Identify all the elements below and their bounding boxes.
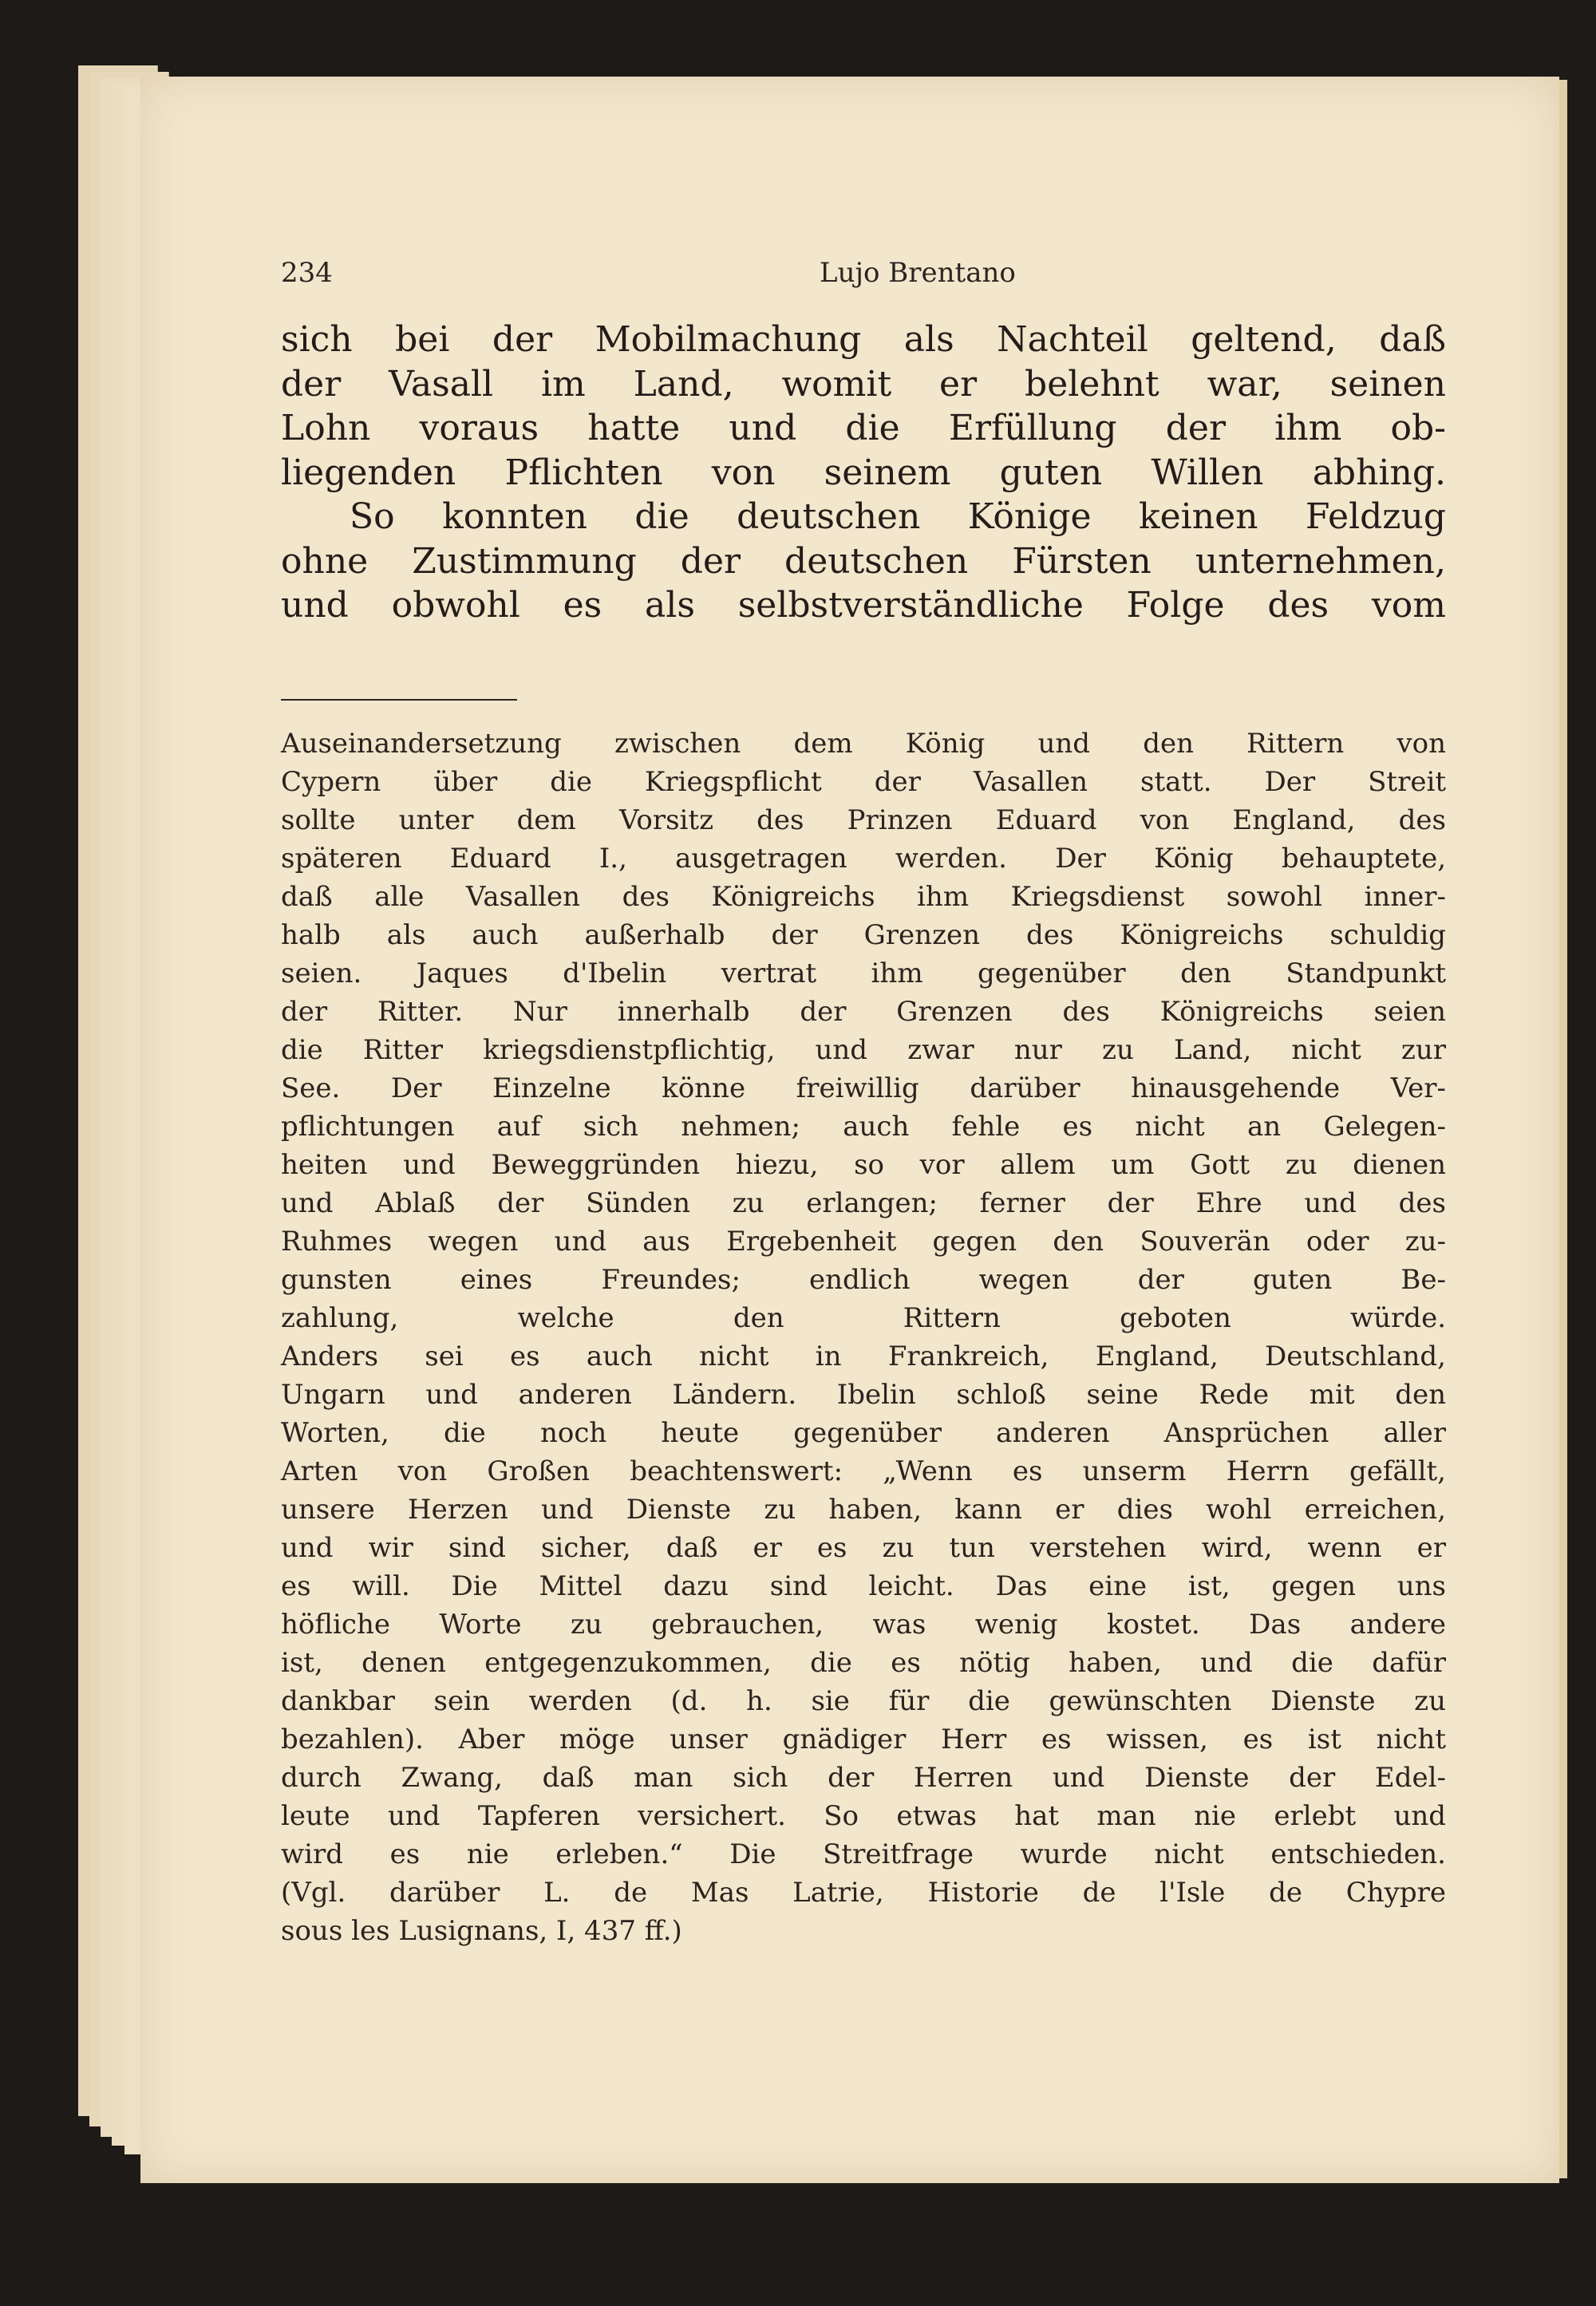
footnote-line: zahlung, welche den Rittern geboten würde. xyxy=(281,1302,1446,1334)
footnote-line: bezahlen). Aber möge unser gnädiger Herr es wissen, es ist nicht xyxy=(281,1724,1446,1755)
page-number: 234 xyxy=(281,257,333,289)
footnote-line: daß alle Vasallen des Königreichs ihm Kriegsdienst sowohl inner- xyxy=(281,881,1446,913)
text-line: So konnten die deutschen Könige keinen Feldzug xyxy=(350,496,1446,537)
text-line: liegenden Pflichten von seinem guten Willen abhing. xyxy=(281,452,1446,493)
footnote-divider xyxy=(281,699,517,701)
footnote xyxy=(281,725,1446,1950)
footnote-line: unsere Herzen und Dienste zu haben, kann er dies wohl erreichen, xyxy=(281,1494,1446,1526)
footnote-line: der Ritter. Nur innerhalb der Grenzen des Königreichs seien xyxy=(281,996,1446,1028)
page-header xyxy=(281,257,1446,297)
footnote-line: pflichtungen auf sich nehmen; auch fehle es nicht an Gelegen- xyxy=(281,1111,1446,1143)
footnote-line: durch Zwang, daß man sich der Herren und Dienste der Edel- xyxy=(281,1762,1446,1794)
footnote-line: sous les Lusignans, I, 437 ff.) xyxy=(281,1915,682,1947)
footnote-line: Anders sei es auch nicht in Frankreich, England, Deutschland, xyxy=(281,1341,1446,1372)
footnote-line: Arten von Großen beachtenswert: „Wenn es unserm Herrn gefällt, xyxy=(281,1455,1446,1487)
footnote-line: Cypern über die Kriegspflicht der Vasallen statt. Der Streit xyxy=(281,766,1446,798)
footnote-line: (Vgl. darüber L. de Mas Latrie, Historie de l'Isle de Chypre xyxy=(281,1877,1446,1909)
text-line: sich bei der Mobilmachung als Nachteil geltend, daß xyxy=(281,319,1446,360)
footnote-line: und Ablaß der Sünden zu erlangen; ferner der Ehre und des xyxy=(281,1187,1446,1219)
footnote-line: sollte unter dem Vorsitz des Prinzen Eduard von England, des xyxy=(281,804,1446,836)
footnote-line: seien. Jaques d'Ibelin vertrat ihm gegenüber den Standpunkt xyxy=(281,958,1446,989)
footnote-line: leute und Tapferen versichert. So etwas hat man nie erlebt und xyxy=(281,1800,1446,1832)
footnote-line: späteren Eduard I., ausgetragen werden. Der König behauptete, xyxy=(281,843,1446,875)
footnote-line: Auseinandersetzung zwischen dem König und den Rittern von xyxy=(281,728,1446,760)
footnote-line: halb als auch außerhalb der Grenzen des Königreichs schuldig xyxy=(281,919,1446,951)
running-head: Lujo Brentano xyxy=(820,257,1016,289)
text-line: ohne Zustimmung der deutschen Fürsten unternehmen, xyxy=(281,540,1446,582)
footnote-line: See. Der Einzelne könne freiwillig darüber hinausgehende Ver- xyxy=(281,1072,1446,1104)
footnote-line: heiten und Beweggründen hiezu, so vor allem um Gott zu dienen xyxy=(281,1149,1446,1181)
footnote-line: höfliche Worte zu gebrauchen, was wenig kostet. Das andere xyxy=(281,1609,1446,1641)
text-line: Lohn voraus hatte und die Erfüllung der ihm ob- xyxy=(281,408,1446,448)
text-line: und obwohl es als selbstverständliche Folge des vom xyxy=(281,585,1446,626)
footnote-line: Ungarn und anderen Ländern. Ibelin schloß seine Rede mit den xyxy=(281,1379,1446,1411)
page-right-edge xyxy=(1559,80,1567,2178)
footnote-line: Ruhmes wegen und aus Ergebenheit gegen den Souverän oder zu- xyxy=(281,1226,1446,1258)
footnote-line: wird es nie erleben.“ Die Streitfrage wurde nicht entschieden. xyxy=(281,1838,1446,1870)
footnote-line: und wir sind sicher, daß er es zu tun verstehen wird, wenn er xyxy=(281,1532,1446,1564)
footnote-line: Worten, die noch heute gegenüber anderen Ansprüchen aller xyxy=(281,1417,1446,1449)
footnote-line: ist, denen entgegenzukommen, die es nötig haben, und die dafür xyxy=(281,1647,1446,1679)
footnote-line: gunsten eines Freundes; endlich wegen der guten Be- xyxy=(281,1264,1446,1296)
footnote-line: die Ritter kriegsdienstpflichtig, und zwar nur zu Land, nicht zur xyxy=(281,1034,1446,1066)
text-line: der Vasall im Land, womit er belehnt war, seinen xyxy=(281,363,1446,405)
footnote-line: dankbar sein werden (d. h. sie für die gewünschten Dienste zu xyxy=(281,1685,1446,1717)
footnote-line: es will. Die Mittel dazu sind leicht. Das eine ist, gegen uns xyxy=(281,1570,1446,1602)
main-text xyxy=(281,318,1446,628)
